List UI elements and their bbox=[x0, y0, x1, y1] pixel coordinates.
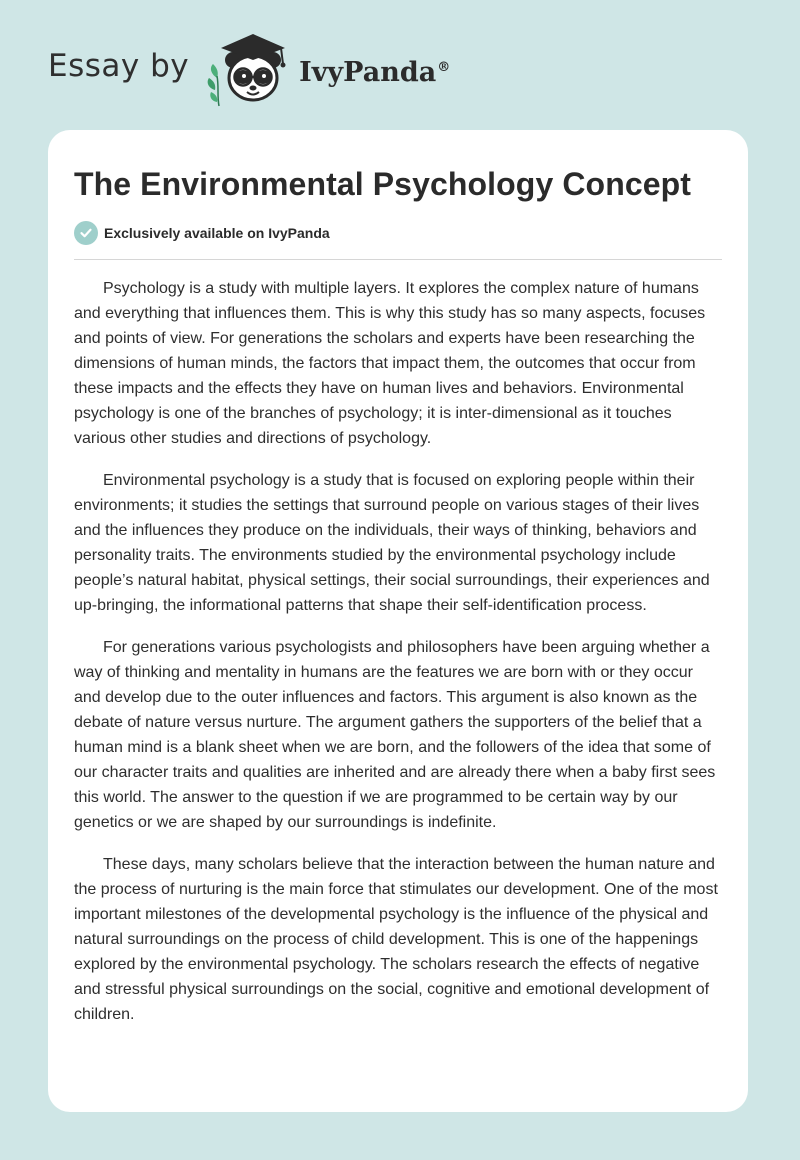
essay-title: The Environmental Psychology Concept bbox=[74, 166, 692, 202]
site-header bbox=[48, 30, 450, 110]
divider bbox=[74, 259, 722, 260]
exclusive-label: Exclusively available on IvyPanda bbox=[104, 225, 330, 241]
essay-paragraph: For generations various psychologists and philosophers have been arguing whether a way of thinking and mentality in humans are the features we are born with or they occur and develop due to the outer influences and factors. This argument is also known as the debate of nature versus nurture. The argument gathers the supporters of the belief that a human mind is a blank sheet when we are born, and the followers of the idea that some of our character traits and qualities are inherited and are already there when a baby first sees this world. The answer to the question if we are programmed to be certain way by our genetics or we are shaped by our surroundings is indefinite. bbox=[74, 639, 716, 831]
checkmark-icon bbox=[74, 221, 98, 245]
essay-paragraph: Environmental psychology is a study that is focused on exploring people within their environments; it studies the settings that surround people on various stages of their lives and the influences they produce on the individuals, their ways of thinking, behaviors and personality traits. The environments studied by the environmental psychology include people’s natural habitat, physical settings, their social surroundings, their experiences and up-bringing, the informational patterns that shape their self-identification process. bbox=[74, 472, 710, 614]
essay-paragraph: Psychology is a study with multiple layers. It explores the complex nature of humans and everything that influences them. This is why this study has so many aspects, focuses and points of view. For generations the scholars and experts have been researching the dimensions of human minds, the factors that impact them, the outcomes that occur from these impacts and the effects they have on human lives and behaviors. Environmental psychology is one of the branches of psychology; it is inter-dimensional as it touches various other studies and directions of psychology. bbox=[74, 280, 706, 447]
brand-name[interactable]: IvyPanda® bbox=[299, 56, 451, 88]
registered-mark: ® bbox=[437, 59, 451, 75]
exclusive-badge bbox=[74, 221, 722, 245]
panda-logo-icon[interactable] bbox=[203, 30, 295, 110]
essay-card bbox=[48, 130, 748, 1112]
essay-paragraph: These days, many scholars believe that the interaction between the human nature and the process of nurturing is the main force that stimulates our development. One of the most important milestones of the developmental psychology is the influence of the physical and natural surroundings on the process of child development. This is one of the happenings explored by the environmental psychology. The scholars research the effects of negative and stressful physical surroundings on the social, cognitive and emotional development of children. bbox=[74, 856, 718, 1023]
essay-by-label: Essay by bbox=[48, 48, 190, 84]
